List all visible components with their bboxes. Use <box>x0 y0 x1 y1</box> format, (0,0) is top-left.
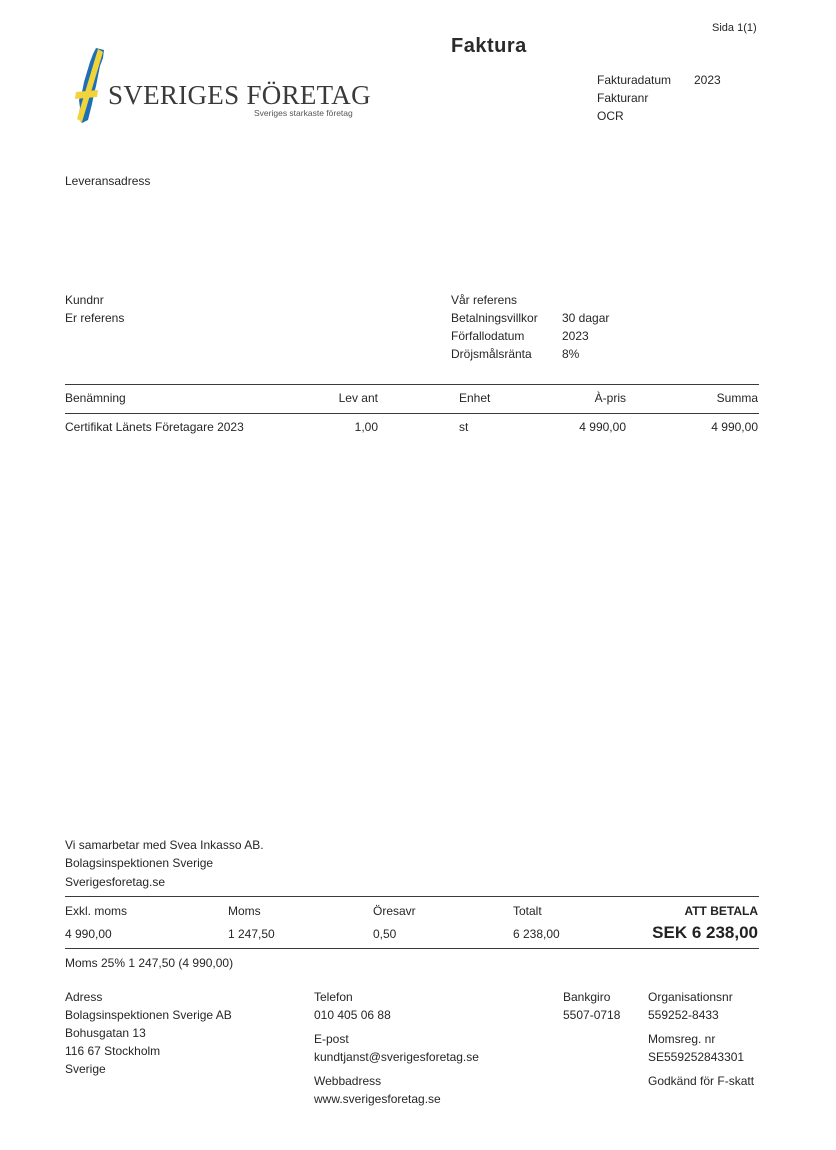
note-company: Bolagsinspektionen Sverige <box>65 856 214 870</box>
rounding-value: 0,50 <box>373 927 397 941</box>
delivery-address-label: Leveransadress <box>65 174 151 188</box>
col-header-sum: Summa <box>716 391 758 405</box>
table-header-rule <box>65 413 759 414</box>
footer-phone-value: 010 405 06 88 <box>314 1008 391 1022</box>
table-top-rule <box>65 384 759 385</box>
customer-number-label: Kundnr <box>65 293 104 307</box>
payment-terms-label: Betalningsvillkor <box>451 311 538 325</box>
totals-bottom-rule <box>65 948 759 949</box>
item-unit: st <box>459 420 469 434</box>
invoice-number-label: Fakturanr <box>597 91 649 105</box>
footer-org-value: 559252-8433 <box>648 1008 719 1022</box>
amount-due-label: ATT BETALA <box>684 904 758 918</box>
total-label: Totalt <box>513 904 542 918</box>
amount-due-value: SEK 6 238,00 <box>652 923 758 942</box>
footer-address-line: Sverige <box>65 1062 106 1076</box>
document-title: Faktura <box>451 35 527 57</box>
footer-bankgiro-value: 5507-0718 <box>563 1008 621 1022</box>
item-quantity: 1,00 <box>354 420 378 434</box>
late-interest-label: Dröjsmålsränta <box>451 347 532 361</box>
excl-vat-label: Exkl. moms <box>65 904 128 918</box>
note-website: Sverigesforetag.se <box>65 875 166 889</box>
due-date-label: Förfallodatum <box>451 329 525 343</box>
footer-web-label: Webbadress <box>314 1074 382 1088</box>
col-header-quantity: Lev ant <box>338 391 378 405</box>
footer-fskatt: Godkänd för F-skatt <box>648 1074 755 1088</box>
item-sum: 4 990,00 <box>711 420 758 434</box>
ocr-label: OCR <box>597 109 624 123</box>
our-reference-label: Vår referens <box>451 293 518 307</box>
page-number: Sida 1(1) <box>712 22 757 34</box>
footer-vatreg-label: Momsreg. nr <box>648 1032 716 1046</box>
due-date-value: 2023 <box>562 329 589 343</box>
footer-address-line: Bohusgatan 13 <box>65 1026 146 1040</box>
vat-label: Moms <box>228 904 261 918</box>
footer-phone-label: Telefon <box>314 990 353 1004</box>
footer-address-line: Bolagsinspektionen Sverige AB <box>65 1008 232 1022</box>
vat-value: 1 247,50 <box>228 927 275 941</box>
payment-terms-value: 30 dagar <box>562 311 610 325</box>
note-collection-agency: Vi samarbetar med Svea Inkasso AB. <box>65 838 264 852</box>
excl-vat-value: 4 990,00 <box>65 927 112 941</box>
invoice-date-label: Fakturadatum <box>597 73 672 87</box>
vat-summary: Moms 25% 1 247,50 (4 990,00) <box>65 956 234 970</box>
col-header-description: Benämning <box>65 391 126 405</box>
item-unit-price: 4 990,00 <box>579 420 626 434</box>
col-header-unit-price: À-pris <box>594 391 626 405</box>
footer-address-line: 116 67 Stockholm <box>65 1044 161 1058</box>
logo-wordmark: SVERIGES FÖRETAG <box>108 80 371 110</box>
footer-web-link[interactable]: www.sverigesforetag.se <box>314 1092 441 1106</box>
footer-email-link[interactable]: kundtjanst@sverigesforetag.se <box>314 1050 479 1064</box>
footer-org-label: Organisationsnr <box>648 990 733 1004</box>
totals-top-rule <box>65 896 759 897</box>
item-description: Certifikat Länets Företagare 2023 <box>65 420 244 434</box>
col-header-unit: Enhet <box>459 391 491 405</box>
total-value: 6 238,00 <box>513 927 560 941</box>
your-reference-label: Er referens <box>65 311 125 325</box>
logo-tagline: Sveriges starkaste företag <box>254 108 353 118</box>
footer-bankgiro-label: Bankgiro <box>563 990 611 1004</box>
footer-email-label: E-post <box>314 1032 349 1046</box>
rounding-label: Öresavr <box>373 904 416 918</box>
footer-address-label: Adress <box>65 990 103 1004</box>
late-interest-value: 8% <box>562 347 580 361</box>
footer-vatreg-value: SE559252843301 <box>648 1050 745 1064</box>
invoice-date-value: 2023 <box>694 73 721 87</box>
